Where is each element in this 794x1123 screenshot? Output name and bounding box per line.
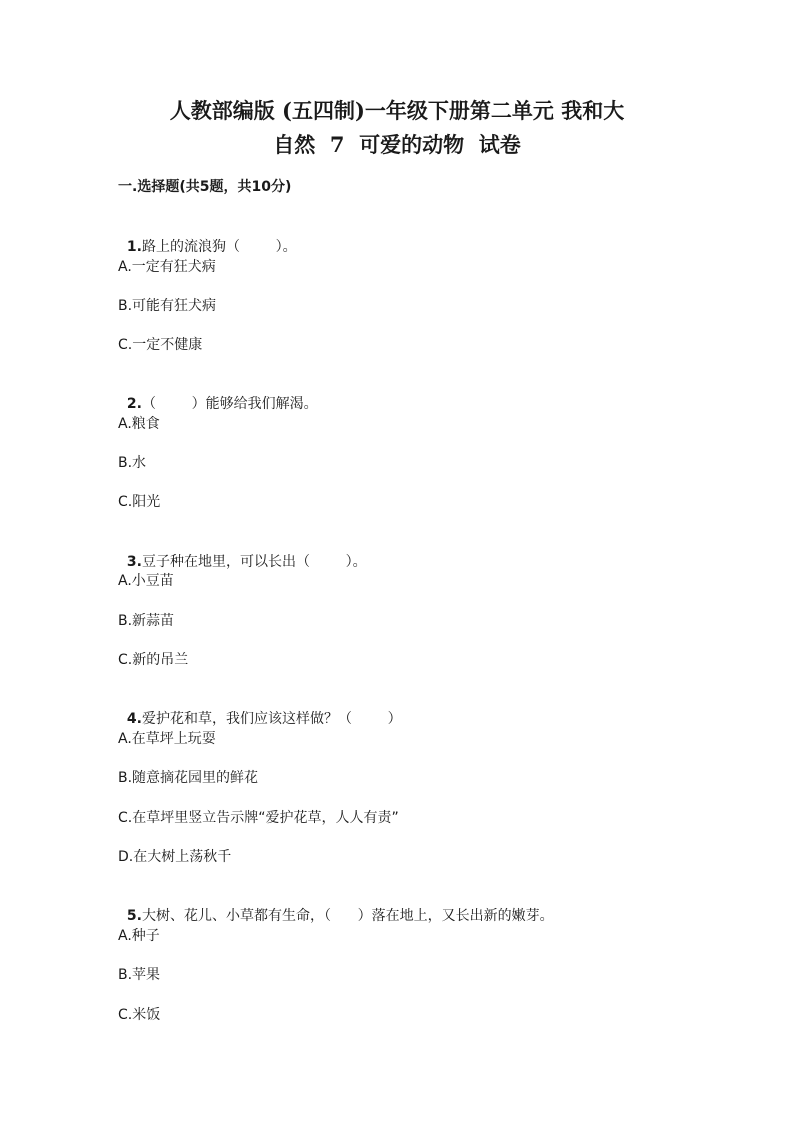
question-2-option-c: C.阳光	[118, 494, 161, 510]
question-3-option-a: A.小豆苗	[118, 573, 174, 589]
question-1-option-c: C.一定不健康	[118, 337, 203, 353]
question-1-option-b: B.可能有狂犬病	[118, 298, 217, 314]
question-4-option-d: D.在大树上荡秋千	[118, 849, 232, 865]
question-4-option-a: A.在草坪上玩耍	[118, 731, 216, 747]
question-number: 1.	[126, 239, 142, 255]
document-title-line-2: 自然 7 可爱的动物 试卷	[273, 132, 521, 157]
question-5-option-a: A.种子	[118, 928, 160, 944]
question-2	[118, 374, 318, 414]
question-number: 4.	[126, 711, 142, 727]
question-2-option-b: B.水	[118, 455, 147, 471]
question-stem: 路上的流浪狗（ ）。	[141, 239, 297, 255]
question-stem: 爱护花和草，我们应该这样做？（ ）	[141, 711, 402, 727]
document-title-line-1: 人教部编版 (五四制)一年级下册第二单元 我和大	[169, 98, 625, 123]
question-5-option-c: C.米饭	[118, 1007, 161, 1023]
question-3	[118, 532, 367, 572]
question-number: 2.	[126, 396, 142, 412]
question-4-option-c: C.在草坪里竖立告示牌“爱护花草，人人有责”	[118, 810, 399, 826]
question-1	[118, 217, 297, 257]
question-stem: 豆子种在地里，可以长出（ ）。	[141, 554, 367, 570]
question-stem: 大树、花儿、小草都有生命，（ ）落在地上，又长出新的嫩芽。	[141, 908, 554, 924]
question-number: 5.	[126, 908, 142, 924]
section-heading: 一.选择题(共5题，共10分)	[118, 179, 292, 195]
question-3-option-b: B.新蒜苗	[118, 613, 175, 629]
question-4	[118, 689, 402, 729]
question-4-option-b: B.随意摘花园里的鲜花	[118, 770, 259, 786]
question-5-option-b: B.苹果	[118, 967, 161, 983]
question-number: 3.	[126, 554, 142, 570]
question-1-option-a: A.一定有狂犬病	[118, 259, 216, 275]
question-stem: （ ）能够给我们解渴。	[141, 396, 318, 412]
question-3-option-c: C.新的吊兰	[118, 652, 189, 668]
question-5	[118, 886, 554, 926]
question-2-option-a: A.粮食	[118, 416, 160, 432]
